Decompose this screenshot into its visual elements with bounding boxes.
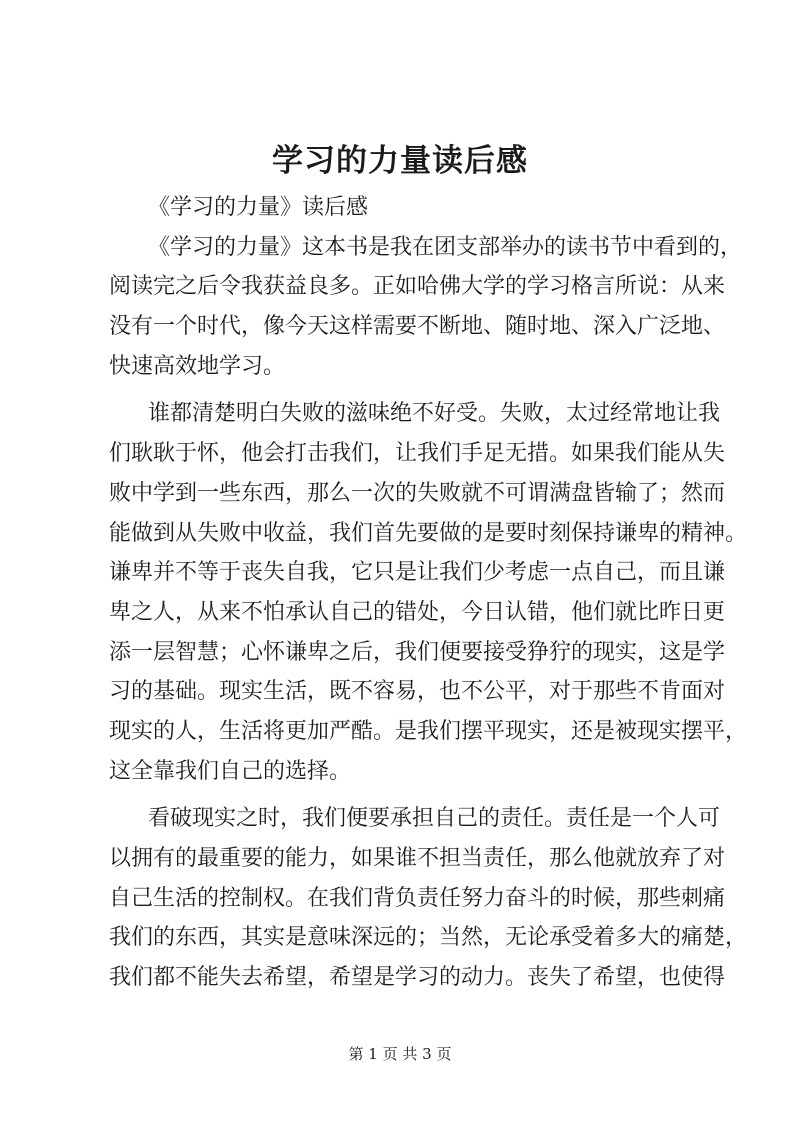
text-line: 自己生活的控制权。在我们背负责任努力奋斗的时候，那些刺痛 [109, 885, 726, 911]
text-line: 败中学到一些东西，那么一次的失败就不可谓满盘皆输了；然而 [109, 480, 726, 506]
text-line: 习的基础。现实生活，既不容易，也不公平，对于那些不肯面对 [109, 679, 726, 705]
text-line: 没有一个时代，像今天这样需要不断地、随时地、深入广泛地、 [109, 314, 726, 340]
text-line: 快速高效地学习。 [109, 353, 286, 379]
paragraph [109, 799, 748, 997]
subtitle-line: 《学习的力量》读后感 [148, 195, 369, 220]
paragraph-gap [109, 386, 709, 394]
document-title: 学习的力量读后感 [272, 143, 528, 179]
text-line: 以拥有的最重要的能力，如果谁不担当责任，那么他就放弃了对 [109, 846, 726, 871]
text-line: 阅读完之后令我获益良多。正如哈佛大学的学习格言所说：从来 [109, 274, 726, 300]
paragraph-gap [109, 791, 709, 799]
text-line: 现实的人，生活将更加严酷。是我们摆平现实，还是被现实摆平， [109, 718, 748, 744]
paragraph [109, 394, 748, 791]
text-line: 卑之人，从来不怕承认自己的错处，今日认错，他们就比昨日更 [109, 599, 726, 625]
paragraph [109, 228, 743, 387]
text-line: 看破现实之时，我们便要承担自己的责任。责任是一个人可 [148, 806, 721, 832]
document-body [109, 188, 748, 998]
text-line: 这全靠我们自己的选择。 [109, 758, 352, 784]
text-line: 添一层智慧；心怀谦卑之后，我们便要接受狰狞的现实，这是学 [109, 639, 726, 665]
text-line: 们耿耿于怀，他会打击我们，让我们手足无措。如果我们能从失 [109, 441, 726, 467]
text-line: 我们都不能失去希望，希望是学习的动力。丧失了希望，也使得 [109, 965, 726, 991]
text-line: 谦卑并不等于丧失自我，它只是让我们少考虑一点自己，而且谦 [109, 560, 726, 586]
page-footer: 第 1 页 共 3 页 [348, 1045, 452, 1063]
text-line: 谁都清楚明白失败的滋味绝不好受。失败，太过经常地让我 [148, 401, 721, 427]
text-line: 《学习的力量》这本书是我在团支部举办的读书节中看到的， [148, 234, 743, 260]
text-line: 我们的东西，其实是意味深远的；当然，无论承受着多大的痛楚， [109, 925, 748, 951]
text-line: 能做到从失败中收益，我们首先要做的是要时刻保持谦卑的精神。 [109, 520, 748, 546]
